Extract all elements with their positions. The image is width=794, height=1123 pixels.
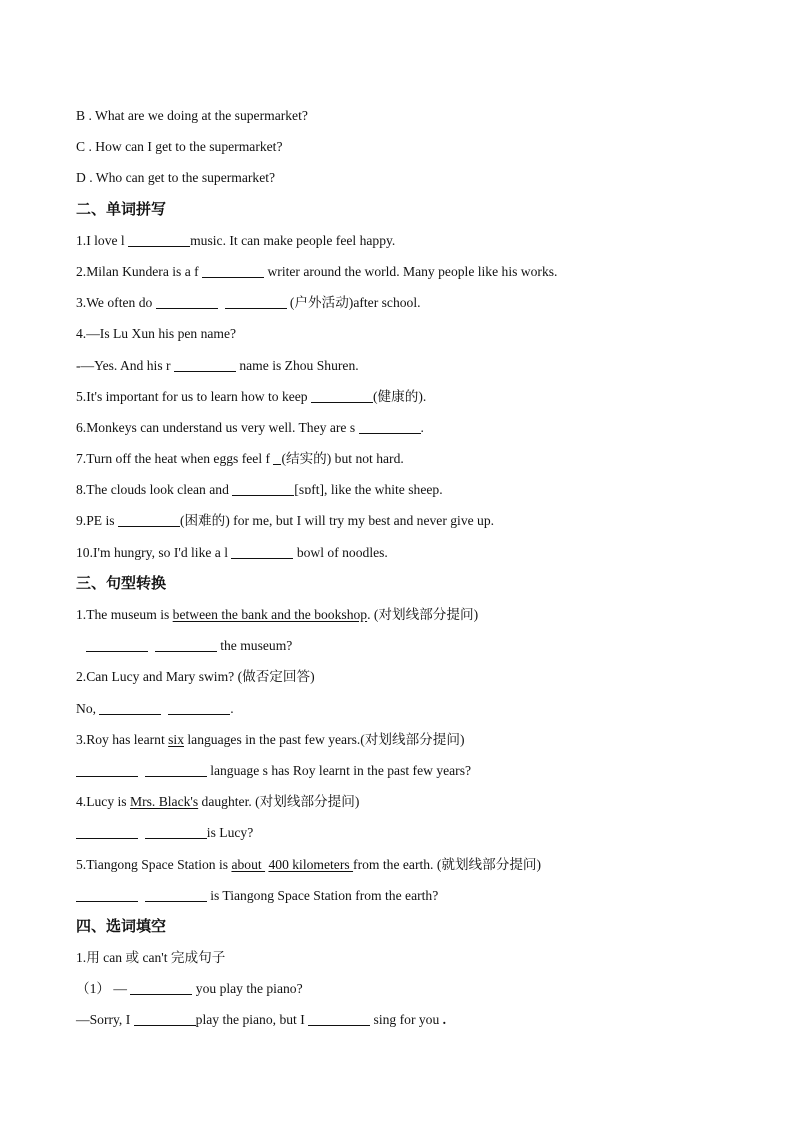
spelling-question-2: 2.Milan Kundera is a f writer around the world. Many people like his works.	[76, 263, 558, 279]
spelling-question-7: 7.Turn off the heat when eggs feel f (结实的) but not hard.	[76, 451, 404, 467]
word-choice-item-1-answer: —Sorry, I play the piano, but I sing for you .	[76, 1012, 447, 1028]
transform-question-3: 3.Roy has learnt six languages in the past few years.(对划线部分提问)	[76, 731, 465, 747]
spelling-question-1: 1.I love l music. It can make people feel happy.	[76, 232, 396, 248]
underlined-phrase: 400 kilometers	[268, 856, 354, 872]
answer-blank[interactable]	[155, 637, 217, 652]
underlined-phrase: Mrs. Black's	[130, 794, 199, 810]
answer-blank[interactable]	[118, 512, 180, 527]
underlined-phrase: between the bank and the bookshop	[172, 607, 368, 622]
answer-blank[interactable]	[130, 980, 192, 995]
underlined-phrase: about	[231, 856, 266, 872]
transform-question-2: 2.Can Lucy and Mary swim? (做否定回答)	[76, 669, 315, 685]
word-choice-item-1: （1） — you play the piano?	[76, 981, 303, 997]
answer-blank[interactable]	[168, 700, 230, 715]
answer-blank[interactable]	[145, 824, 207, 839]
answer-blank[interactable]	[174, 357, 236, 372]
answer-blank[interactable]	[156, 294, 218, 309]
spelling-question-8: 8.The clouds look clean and [sɒft], like the white sheep.	[76, 482, 443, 498]
answer-blank[interactable]	[76, 762, 138, 777]
answer-blank[interactable]	[76, 824, 138, 839]
option-b: B . What are we doing at the supermarket?	[76, 108, 308, 123]
transform-answer-2: No, .	[76, 700, 234, 716]
section-heading-transformation: 三、句型转换	[76, 573, 167, 592]
answer-blank[interactable]	[145, 762, 207, 777]
answer-blank[interactable]	[128, 232, 190, 247]
spelling-question-9: 9.PE is (困难的) for me, but I will try my best and never give up.	[76, 513, 495, 529]
section-heading-word-choice: 四、选词填空	[76, 916, 167, 935]
answer-blank[interactable]	[231, 544, 293, 559]
spelling-question-10: 10.I'm hungry, so I'd like a l bowl of noodles.	[76, 544, 388, 560]
transform-question-5: 5.Tiangong Space Station is about 400 kilometers from the earth. (就划线部分提问)	[76, 856, 542, 872]
answer-blank[interactable]	[359, 419, 421, 434]
transform-question-1: 1.The museum is between the bank and the bookshop. (对划线部分提问)	[76, 607, 479, 622]
answer-blank[interactable]	[232, 481, 294, 496]
spelling-question-4-answer: -—Yes. And his r name is Zhou Shuren.	[76, 357, 359, 373]
worksheet-page	[76, 100, 736, 1036]
answer-blank[interactable]	[99, 700, 161, 715]
answer-blank[interactable]	[308, 1011, 370, 1026]
answer-blank[interactable]	[311, 388, 373, 403]
spelling-question-3: 3.We often do (户外活动)after school.	[76, 295, 421, 311]
transform-answer-1: the museum?	[76, 630, 736, 661]
section-heading-spelling: 二、单词拼写	[76, 199, 167, 218]
spelling-question-4: 4.—Is Lu Xun his pen name?	[76, 326, 237, 342]
transform-question-4: 4.Lucy is Mrs. Black's daughter. (对划线部分提问)	[76, 794, 360, 810]
answer-blank[interactable]	[202, 263, 264, 278]
transform-answer-4: is Lucy?	[76, 817, 736, 848]
answer-blank[interactable]	[76, 887, 138, 902]
answer-blank[interactable]	[86, 637, 148, 652]
underlined-phrase: six	[168, 731, 184, 747]
option-d: D . Who can get to the supermarket?	[76, 170, 276, 186]
spelling-question-5: 5.It's important for us to learn how to keep (健康的).	[76, 388, 427, 404]
transform-answer-5: is Tiangong Space Station from the earth?	[76, 880, 736, 911]
transform-answer-3: language s has Roy learnt in the past few years?	[76, 755, 736, 786]
spelling-question-6: 6.Monkeys can understand us very well. They are s .	[76, 419, 424, 435]
option-c: C . How can I get to the supermarket?	[76, 139, 283, 155]
word-choice-instruction: 1.用 can 或 can't 完成句子	[76, 950, 226, 966]
answer-blank[interactable]	[145, 887, 207, 902]
answer-blank[interactable]	[225, 294, 287, 309]
answer-blank[interactable]	[134, 1011, 196, 1026]
